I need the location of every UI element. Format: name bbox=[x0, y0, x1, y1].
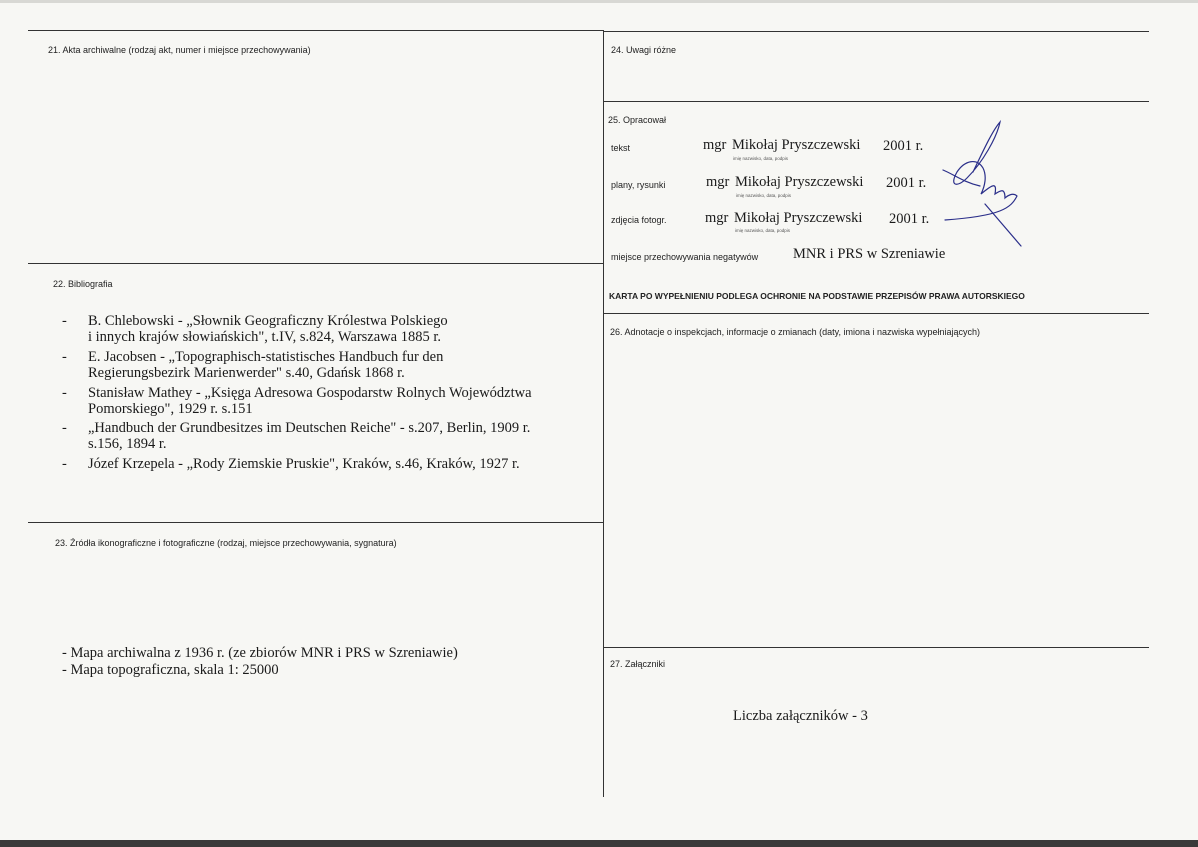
section-26-label: 26. Adnotacje o inspekcjach, informacje o zmianach (daty, imiona i nazwiska wypełniających) bbox=[610, 327, 981, 337]
author-hint: imię nazwisko, data, podpis bbox=[735, 228, 791, 233]
author-prefix: mgr bbox=[703, 137, 727, 153]
rule-26-27 bbox=[604, 647, 1149, 648]
section-23-label: 23. Źródła ikonograficzne i fotograficzne (rodzaj, miejsce przechowywania, sygnatura) bbox=[55, 538, 397, 548]
bib-line: „Handbuch der Grundbesitzes im Deutschen Reiche" - s.207, Berlin, 1909 r. bbox=[88, 420, 531, 436]
bib-line: Józef Krzepela - „Rody Ziemskie Pruskie", Kraków, s.46, Kraków, 1927 r. bbox=[88, 456, 520, 472]
bib-entry: - Stanisław Mathey - „Księga Adresowa Gospodarstw Rolnych Województwa Pomorskiego", 1929 r. s.151 bbox=[62, 385, 532, 417]
rule-25-26 bbox=[604, 313, 1149, 314]
bib-line: Regierungsbezirk Marienwerder" s.40, Gdańsk 1868 r. bbox=[88, 365, 405, 381]
author-prefix: mgr bbox=[705, 210, 729, 226]
author-prefix: mgr bbox=[706, 174, 730, 190]
bib-line: Pomorskiego", 1929 r. s.151 bbox=[88, 401, 253, 417]
author-year: 2001 r. bbox=[889, 211, 930, 227]
signature-image bbox=[935, 112, 1030, 252]
iconography-item: - Mapa archiwalna z 1936 r. (ze zbiorów MNR i PRS w Szreniawie) bbox=[62, 645, 458, 661]
author-name: Mikołaj Pryszczewski bbox=[734, 210, 863, 226]
bib-entry: - B. Chlebowski - „Słownik Geograficzny Królestwa Polskiego i innych krajów słowiańskich", t.IV, s.824, Warszawa 1885 r. bbox=[62, 313, 448, 345]
rule-21-22 bbox=[28, 263, 603, 264]
bib-line: s.156, 1894 r. bbox=[88, 436, 167, 452]
section-22-label: 22. Bibliografia bbox=[53, 279, 113, 289]
author-row-label: tekst bbox=[611, 143, 631, 153]
author-name: Mikołaj Pryszczewski bbox=[735, 174, 864, 190]
bib-entry: - E. Jacobsen - „Topographisch-statistisches Handbuch fur den Regierungsbezirk Marienwerder" s.40, Gdańsk 1868 r. bbox=[62, 349, 444, 381]
bib-line: E. Jacobsen - „Topographisch-statistisches Handbuch fur den bbox=[88, 349, 444, 365]
rule-top-right bbox=[604, 31, 1149, 32]
rule-24-25 bbox=[604, 101, 1149, 102]
scan-top-edge bbox=[0, 0, 1198, 3]
author-year: 2001 r. bbox=[886, 175, 927, 191]
section-27-label: 27. Załączniki bbox=[610, 659, 666, 669]
bib-entry: - Józef Krzepela - „Rody Ziemskie Pruskie", Kraków, s.46, Kraków, 1927 r. bbox=[62, 456, 520, 472]
author-row-label: zdjęcia fotogr. bbox=[611, 215, 667, 225]
section-21-label: 21. Akta archiwalne (rodzaj akt, numer i miejsce przechowywania) bbox=[48, 45, 311, 55]
author-year: 2001 r. bbox=[883, 138, 924, 154]
section-24-label: 24. Uwagi różne bbox=[611, 45, 677, 55]
rule-22-23 bbox=[28, 522, 603, 523]
negatives-value: MNR i PRS w Szreniawie bbox=[793, 246, 946, 262]
section-25-label: 25. Opracował bbox=[608, 115, 667, 125]
bib-line: i innych krajów słowiańskich", t.IV, s.824, Warszawa 1885 r. bbox=[88, 329, 441, 345]
bib-line: B. Chlebowski - „Słownik Geograficzny Królestwa Polskiego bbox=[88, 313, 448, 329]
author-row-label: plany, rysunki bbox=[611, 180, 666, 190]
iconography-item: - Mapa topograficzna, skala 1: 25000 bbox=[62, 662, 279, 678]
author-name: Mikołaj Pryszczewski bbox=[732, 137, 861, 153]
author-hint: imię nazwisko, data, podpis bbox=[733, 156, 789, 161]
author-hint: imię nazwisko, data, podpis bbox=[736, 193, 792, 198]
negatives-label: miejsce przechowywania negatywów bbox=[611, 252, 759, 262]
bib-line: Stanisław Mathey - „Księga Adresowa Gospodarstw Rolnych Województwa bbox=[88, 385, 532, 401]
rule-top-left bbox=[28, 30, 603, 31]
attachments-count: Liczba załączników - 3 bbox=[733, 708, 868, 724]
bib-entry: - „Handbuch der Grundbesitzes im Deutschen Reiche" - s.207, Berlin, 1909 r. s.156, 1894 r. bbox=[62, 420, 531, 452]
scan-bottom-edge bbox=[0, 840, 1198, 847]
rule-center-column bbox=[603, 30, 604, 797]
copyright-notice: KARTA PO WYPEŁNIENIU PODLEGA OCHRONIE NA PODSTAWIE PRZEPISÓW PRAWA AUTORSKIEGO bbox=[609, 291, 1025, 301]
